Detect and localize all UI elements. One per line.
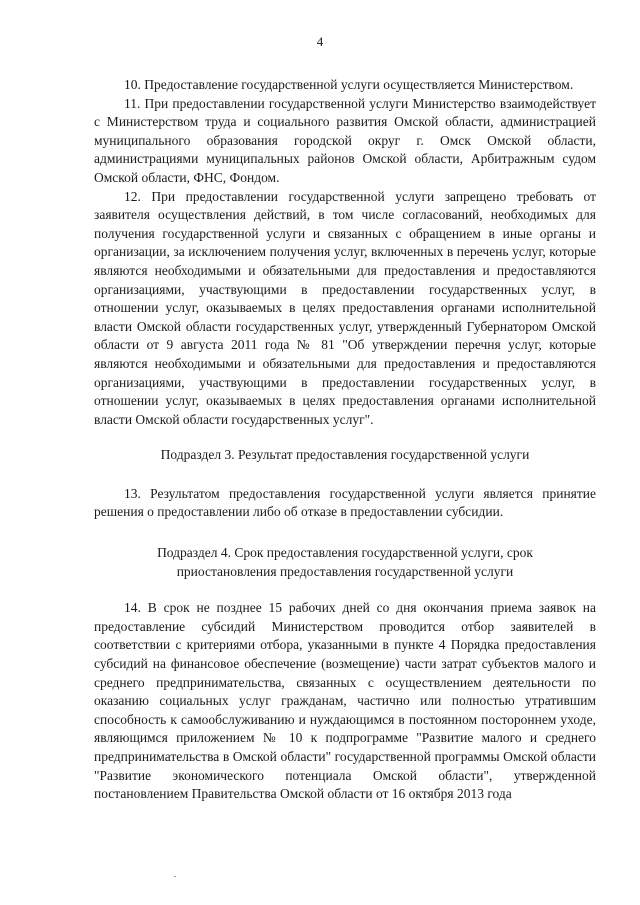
spacer bbox=[94, 522, 596, 544]
subsection-4-heading-line-2: приостановления предоставления государственной услуги bbox=[176, 563, 514, 579]
document-body bbox=[94, 76, 596, 804]
paragraph-11: 11. При предоставлении государственной услуги Министерство взаимодействует с Министерством труда и социального развития Омской области, администрацией муниципального образования городской округ г. Омск Омской области, администрациями муниципальных районов Омской области, Арбитражным судом Омской области, ФНС, Фондом. bbox=[94, 95, 596, 185]
subsection-4-heading-line-1: Подраздел 4. Срок предоставления государственной услуги, срок bbox=[157, 545, 533, 561]
paragraph-12: 12. При предоставлении государственной услуги запрещено требовать от заявителя осуществления действий, в том числе согласований, необходимых для получения государственной услуги и связанных с обращением в иные органы и организации, за исключением получения услуг, включенных в перечень услуг, которые являются необходимыми и обязательными для предоставления и предоставляются организациями, участвующими в предоставлении государственных услуг, в отношении услуг, оказываемых в целях предоставления органами исполнительной власти Омской области государственных услуг, утвержденный Губернатором Омской области от 9 августа 2011 года № 81 "Об утверждении перечня услуг, которые являются необходимыми и обязательными для предоставления и предоставляются организациями, участвующими в предоставлении государственных услуг, в отношении услуг, оказываемых в целях предоставления органами исполнительной власти Омской области государственных услуг". bbox=[94, 188, 596, 427]
spacer bbox=[94, 465, 596, 485]
paragraph-13: 13. Результатом предоставления государственной услуги является принятие решения о предоставлении либо об отказе в предоставлении субсидии. bbox=[94, 485, 596, 520]
subsection-3-heading: Подраздел 3. Результат предоставления государственной услуги bbox=[160, 447, 530, 463]
paragraph-14: 14. В срок не позднее 15 рабочих дней со дня окончания приема заявок на предоставление субсидий Министерством проводится отбор заявителей в соответствии с критериями отбора, указанными в пункте 4 Порядка предоставления субсидий на финансовое обеспечение (возмещение) части затрат субъектов малого и среднего предпринимательства, связанных с осуществлением деятельности по оказанию социальных услуг гражданам, частично или полностью утратившим способность к самообслуживанию и нуждающимся в постоянном постороннем уходе, являющимся приложением № 10 к подпрограмме "Развитие малого и среднего предпринимательства в Омской области" государственной программы Омской области "Развитие экономического потенциала Омской области", утвержденной постановлением Правительства Омской области от 16 октября 2013 года bbox=[94, 600, 596, 802]
page-number: 4 bbox=[316, 34, 324, 49]
scan-speck bbox=[174, 876, 176, 877]
spacer bbox=[94, 429, 596, 446]
paragraph-10: 10. Предоставление государственной услуги осуществляется Министерством. bbox=[124, 77, 574, 92]
spacer bbox=[94, 581, 596, 599]
